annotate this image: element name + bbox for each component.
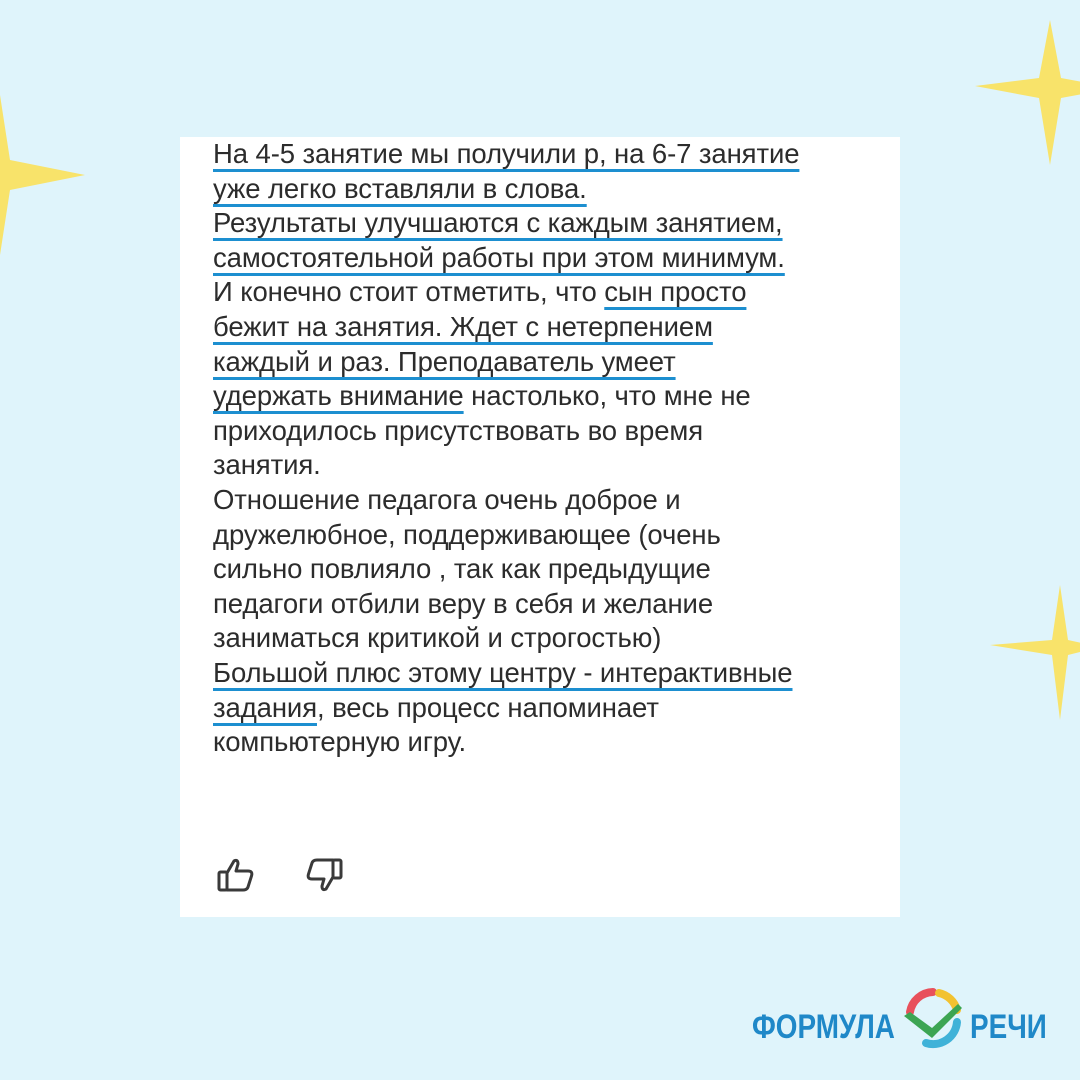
checkmark-circle-icon xyxy=(896,982,970,1056)
thumbs-down-icon xyxy=(304,855,344,895)
like-button[interactable] xyxy=(216,855,256,895)
review-line: Отношение педагога очень доброе и xyxy=(213,483,681,515)
review-line: сильно повлияло , так как предыдущие xyxy=(213,553,711,585)
review-line: педагоги отбили веру в себя и желание xyxy=(213,587,714,619)
review-line: занятия. xyxy=(213,449,321,481)
review-line: заниматься критикой и строгостью) xyxy=(213,622,662,654)
brand-word-left: ФОРМУЛА xyxy=(752,1008,895,1046)
review-line: На 4-5 занятие мы получили р, на 6-7 занятие xyxy=(213,138,800,169)
review-text xyxy=(213,137,893,760)
review-line: Результаты улучшаются с каждым занятием, xyxy=(213,207,783,239)
review-line: самостоятельной работы при этом минимум. xyxy=(213,241,785,273)
review-line: компьютерную игру. xyxy=(213,726,467,758)
review-line: приходилось присутствовать во время xyxy=(213,414,704,446)
vote-buttons xyxy=(216,855,388,895)
review-line: задания, весь процесс напоминает xyxy=(213,691,659,723)
review-line: каждый и раз. Преподаватель умеет xyxy=(213,345,676,377)
thumbs-up-icon xyxy=(216,855,256,895)
sparkle-top-right-icon xyxy=(975,20,1080,170)
review-card xyxy=(180,137,900,917)
brand-logo xyxy=(752,980,1052,1060)
sparkle-left-icon xyxy=(0,90,90,260)
brand-word-right: РЕЧИ xyxy=(970,1008,1047,1046)
review-line: дружелюбное, поддерживающее (очень xyxy=(213,518,721,550)
dislike-button[interactable] xyxy=(304,855,344,895)
review-line: бежит на занятия. Ждет с нетерпением xyxy=(213,310,713,342)
review-line: И конечно стоит отметить, что сын просто xyxy=(213,276,747,308)
review-line: удержать внимание настолько, что мне не xyxy=(213,380,751,412)
review-line: Большой плюс этому центру - интерактивные xyxy=(213,656,793,688)
sparkle-right-icon xyxy=(990,585,1080,720)
review-line: уже легко вставляли в слова. xyxy=(213,172,587,204)
